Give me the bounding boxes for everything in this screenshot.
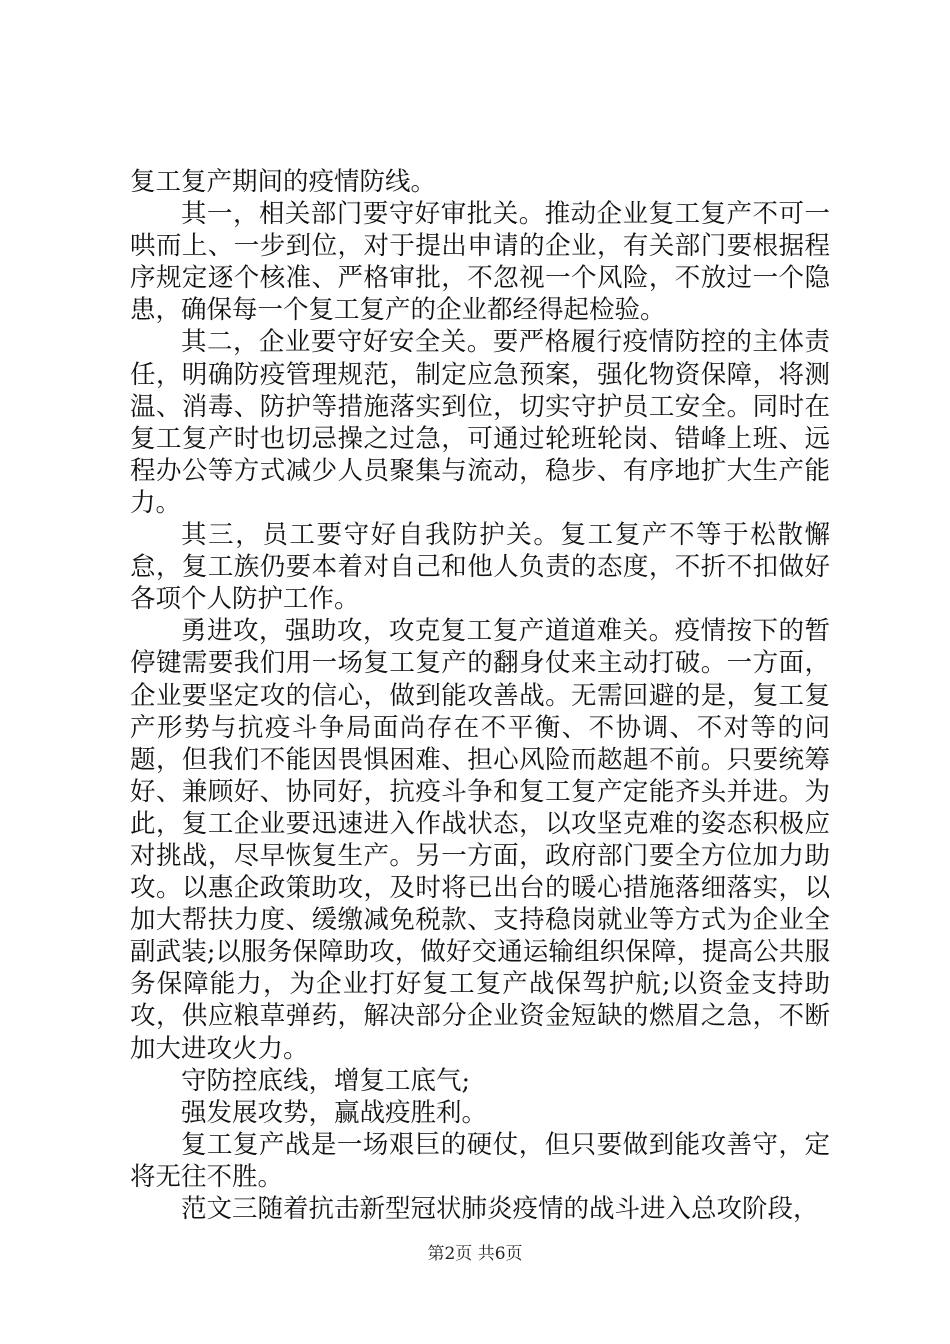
paragraph-7: 强发展攻势，赢战疫胜利。 <box>181 1097 488 1128</box>
paragraph-9: 范文三随着抗击新型冠状肺炎疫情的战斗进入总攻阶段， <box>181 1194 819 1224</box>
paragraph-5: 勇进攻，强助攻，攻克复工复产道道难关。疫情按下的暂停键需要我们用一场复工复产的翻身仗来主动打破。一方面，企业要坚定攻的信心，做到能攻善战。无需回避的是，复工复产形势与抗疫斗争局面尚存在不平衡、不协调、不对等的问题，但我们不能因畏惧困难、担心风险而趑趄不前。只要统筹好、兼顾好、协同好，抗疫斗争和复工复产定能齐头并进。为此，复工企业要迅速进入作战状态，以攻坚克难的姿态积极应对挑战，尽早恢复生产。另一方面，政府部门要全方位加力助攻。以惠企政策助攻，及时将已出台的暖心措施落细落实，以加大帮扶力度、缓缴减免税款、支持稳岗就业等方式为企业全副武装;以服务保障助攻，做好交通运输组织保障，提高公共服务保障能力，为企业打好复工复产战保驾护航;以资金支持助攻，供应粮草弹药，解决部分企业资金短缺的燃眉之急，不断加大进攻火力。 <box>130 616 830 1064</box>
page-footer <box>0 1244 950 1264</box>
paragraph-2: 其一，相关部门要守好审批关。推动企业复工复产不可一哄而上、一步到位，对于提出申请的企业，有关部门要根据程序规定逐个核准、严格审批，不忽视一个风险，不放过一个隐患，确保每一个复工复产的企业都经得起检验。 <box>130 199 830 326</box>
paragraph-6: 守防控底线，增复工底气; <box>181 1065 471 1096</box>
document-body <box>130 166 830 1225</box>
paragraph-1: 复工复产期间的疫情防线。 <box>130 167 437 197</box>
paragraph-8: 复工复产战是一场艰巨的硬仗，但只要做到能攻善守，定将无往不胜。 <box>130 1129 830 1192</box>
paragraph-3: 其二，企业要守好安全关。要严格履行疫情防控的主体责任，明确防疫管理规范，制定应急预案，强化物资保障，将测温、消毒、防护等措施落实到位，切实守护员工安全。同时在复工复产时也切忌操之过急，可通过轮班轮岗、错峰上班、远程办公等方式减少人员聚集与流动，稳步、有序地扩大生产能力。 <box>130 327 830 518</box>
paragraph-4: 其三，员工要守好自我防护关。复工复产不等于松散懈怠，复工族仍要本着对自己和他人负责的态度，不折不扣做好各项个人防护工作。 <box>130 520 830 615</box>
page-number-label: 第2页 共6页 <box>427 1244 523 1264</box>
